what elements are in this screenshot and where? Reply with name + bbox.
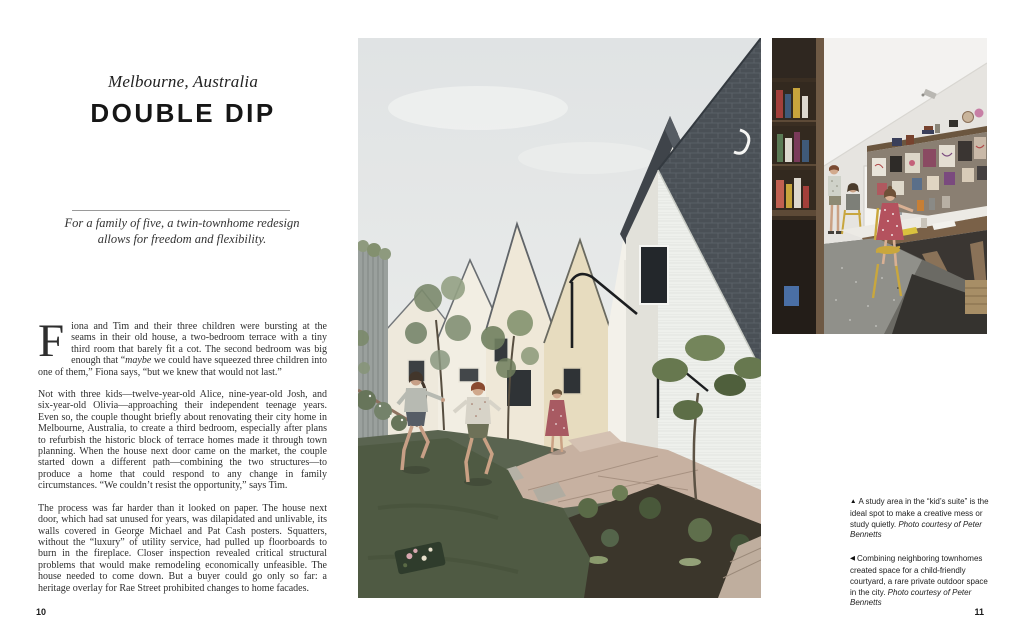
caption-marker-up-icon: ▲ xyxy=(850,498,857,505)
bookshelf xyxy=(772,38,824,334)
caption-credit: Photo courtesy of Peter Bennetts xyxy=(850,519,982,540)
caption-study xyxy=(850,497,990,541)
article-paragraph: Not with three kids—twelve-year-old Alice, nine-year-old Josh, and six-year-old Olivia—approaching their independent teenage years. Even so, the couple thought briefly about renovating their city home in Melbourne, Australia, to create a third bedroom, especially after plans to refurbish the historic block of terrace homes made it through town planning. When the house next door came on the market, the couple started down a different path—combining the two structures—to produce a home that could respond to any change in family circumstances. “We couldn’t resist the opportunity,” says Tim. xyxy=(38,389,327,492)
courtyard-illustration xyxy=(358,38,761,598)
article-body xyxy=(38,315,327,605)
wicker-basket xyxy=(965,280,987,314)
courtyard-photo xyxy=(358,38,761,598)
caption-text: Combining neighboring townhomes created space for a child-friendly courtyard, a rare private outdoor space in the city. xyxy=(850,554,988,597)
caption-text: A study area in the “kid’s suite” is the ideal spot to make a creative mess or study quietly. xyxy=(850,497,989,529)
study-illustration xyxy=(772,38,987,334)
article-title: DOUBLE DIP xyxy=(90,98,276,128)
page-number-left: 10 xyxy=(36,607,47,617)
caption-marker-left-icon: ◀ xyxy=(850,555,855,563)
caption-credit: Photo courtesy of Peter Bennetts xyxy=(850,587,972,608)
study-photo xyxy=(772,38,987,334)
article-paragraph: The process was far harder than it looked on paper. The house next door, which had sat unused for years, was dilapidated and unlivable, its walls covered in George Michael and Pat Cash posters. Squatters, without the “luxury” of utility service, had pulled up floorboards to burn in the fireplace. Closer inspection revealed critical structural problems that would make remodeling economically unfeasible. The house needed to come down. But a buyer could go only so far: a heritage overlay for Rae Street prohibited changes to home facades. xyxy=(38,502,327,594)
drop-cap: F xyxy=(38,315,65,367)
location-kicker: Melbourne, Australia xyxy=(107,72,259,91)
divider-rule xyxy=(72,210,290,211)
page-number-right: 11 xyxy=(974,607,984,617)
article-paragraph: Fiona and Tim and their three children were bursting at the seams in their old house, a two-bedroom terrace with a tiny third room that barely fit a cot. The second bedroom was big enough that “maybe we could have squeezed three children into one of them,” Fiona says, “but we knew that would not last.” xyxy=(38,315,327,378)
caption-courtyard xyxy=(850,554,990,609)
caption-block xyxy=(850,497,990,622)
standfirst: For a family of five, a twin-townhome redesign allows for freedom and flexibility. xyxy=(64,216,300,246)
